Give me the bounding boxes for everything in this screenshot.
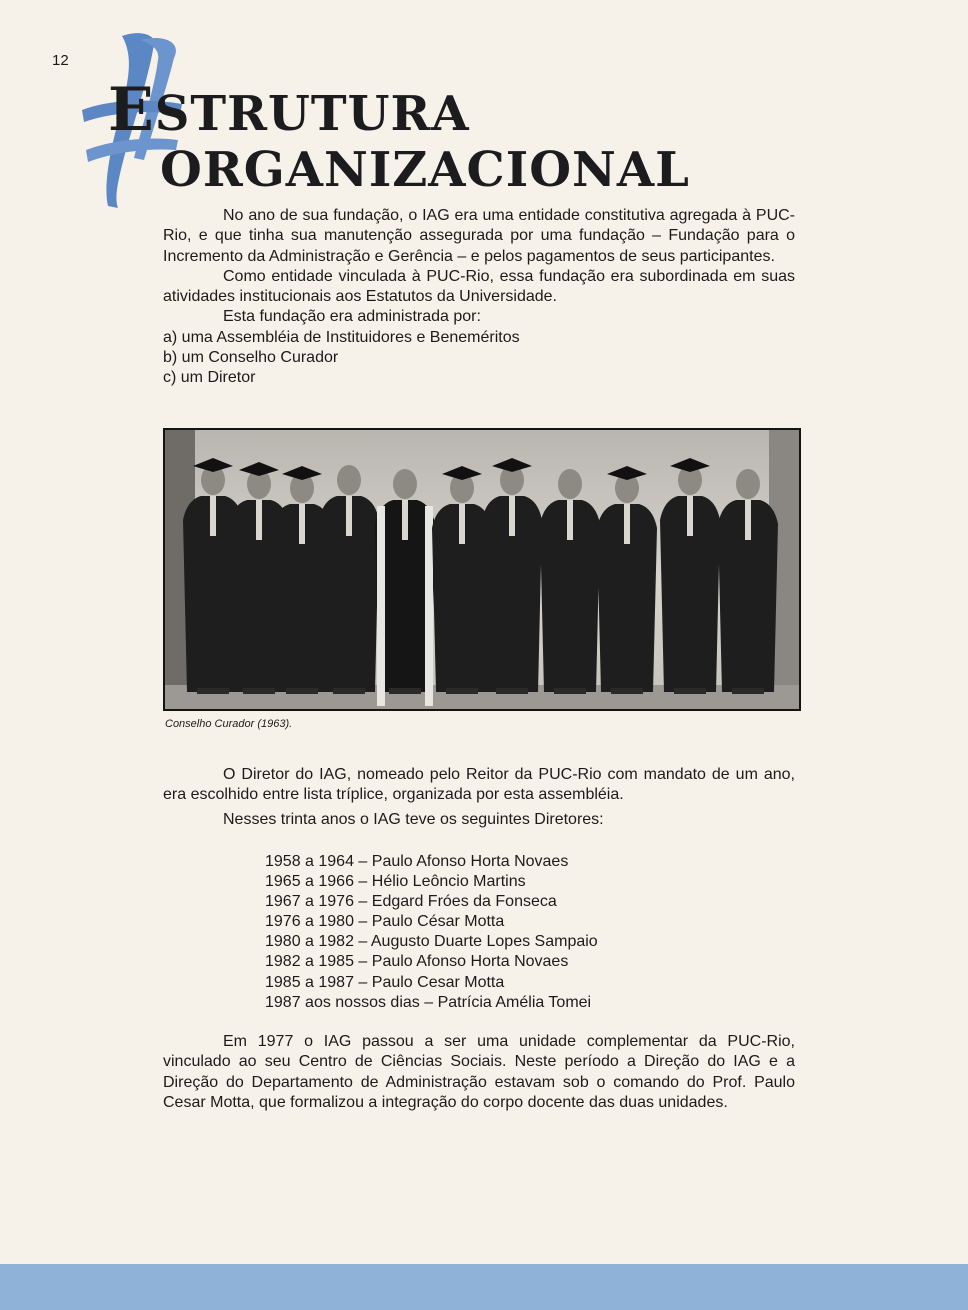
title-initial: E — [108, 75, 155, 145]
director-entry: 1976 a 1980 – Paulo César Motta — [265, 913, 505, 931]
director-section — [163, 765, 795, 830]
intro-list-item: b) um Conselho Curador — [163, 349, 339, 367]
intro-list-item: c) um Diretor — [163, 369, 256, 387]
director-entry: 1980 a 1982 – Augusto Duarte Lopes Sampaio — [265, 933, 598, 951]
director-entry: 1985 a 1987 – Paulo Cesar Motta — [265, 973, 505, 991]
intro-paragraph-3: Esta fundação era administrada por: — [223, 308, 481, 326]
director-entry: 1965 a 1966 – Hélio Leôncio Martins — [265, 873, 526, 891]
closing-section — [163, 1032, 795, 1113]
page-title — [108, 75, 690, 198]
group-photo-image — [165, 430, 799, 709]
intro-paragraph-2: Como entidade vinculada à PUC-Rio, essa fundação era subordinada em suas atividades institucionais aos Estatutos da Universidade. — [163, 267, 795, 306]
page-number: 12 — [52, 52, 69, 69]
photo-caption: Conselho Curador (1963). — [165, 718, 293, 730]
director-paragraph-1: O Diretor do IAG, nomeado pelo Reitor da PUC-Rio com mandato de um ano, era escolhido entre lista tríplice, organizada por esta assembléia. — [163, 766, 795, 804]
director-entry: 1958 a 1964 – Paulo Afonso Horta Novaes — [265, 853, 569, 870]
intro-list-item: a) uma Assembléia de Instituidores e Beneméritos — [163, 328, 520, 346]
director-paragraph-2: Nesses trinta anos o IAG teve os seguintes Diretores: — [223, 810, 604, 828]
director-entry: 1982 a 1985 – Paulo Afonso Horta Novaes — [265, 953, 569, 971]
director-entry: 1967 a 1976 – Edgard Fróes da Fonseca — [265, 893, 557, 911]
footer-band — [0, 1264, 968, 1310]
title-line1: STRUTURA — [154, 86, 470, 142]
title-line2: ORGANIZACIONAL — [160, 142, 690, 198]
intro-section — [163, 206, 795, 389]
directors-list — [265, 852, 598, 1013]
group-photo — [163, 428, 801, 711]
closing-paragraph: Em 1977 o IAG passou a ser uma unidade complementar da PUC-Rio, vinculado ao seu Centro de Ciências Sociais. Neste período a Direção do IAG e a Direção do Departamento de Administração estavam sob o comando do Prof. Paulo Cesar Motta, que formalizou a integração do corpo docente das duas unidades. — [163, 1033, 795, 1111]
intro-paragraph-1: No ano de sua fundação, o IAG era uma entidade constitutiva agregada à PUC-Rio, e que tinha sua manutenção assegurada por uma fundação – Fundação para o Incremento da Administração e Gerência – e pelos pagamentos de seus participantes. — [163, 207, 795, 265]
director-entry: 1987 aos nossos dias – Patrícia Amélia Tomei — [265, 993, 592, 1011]
